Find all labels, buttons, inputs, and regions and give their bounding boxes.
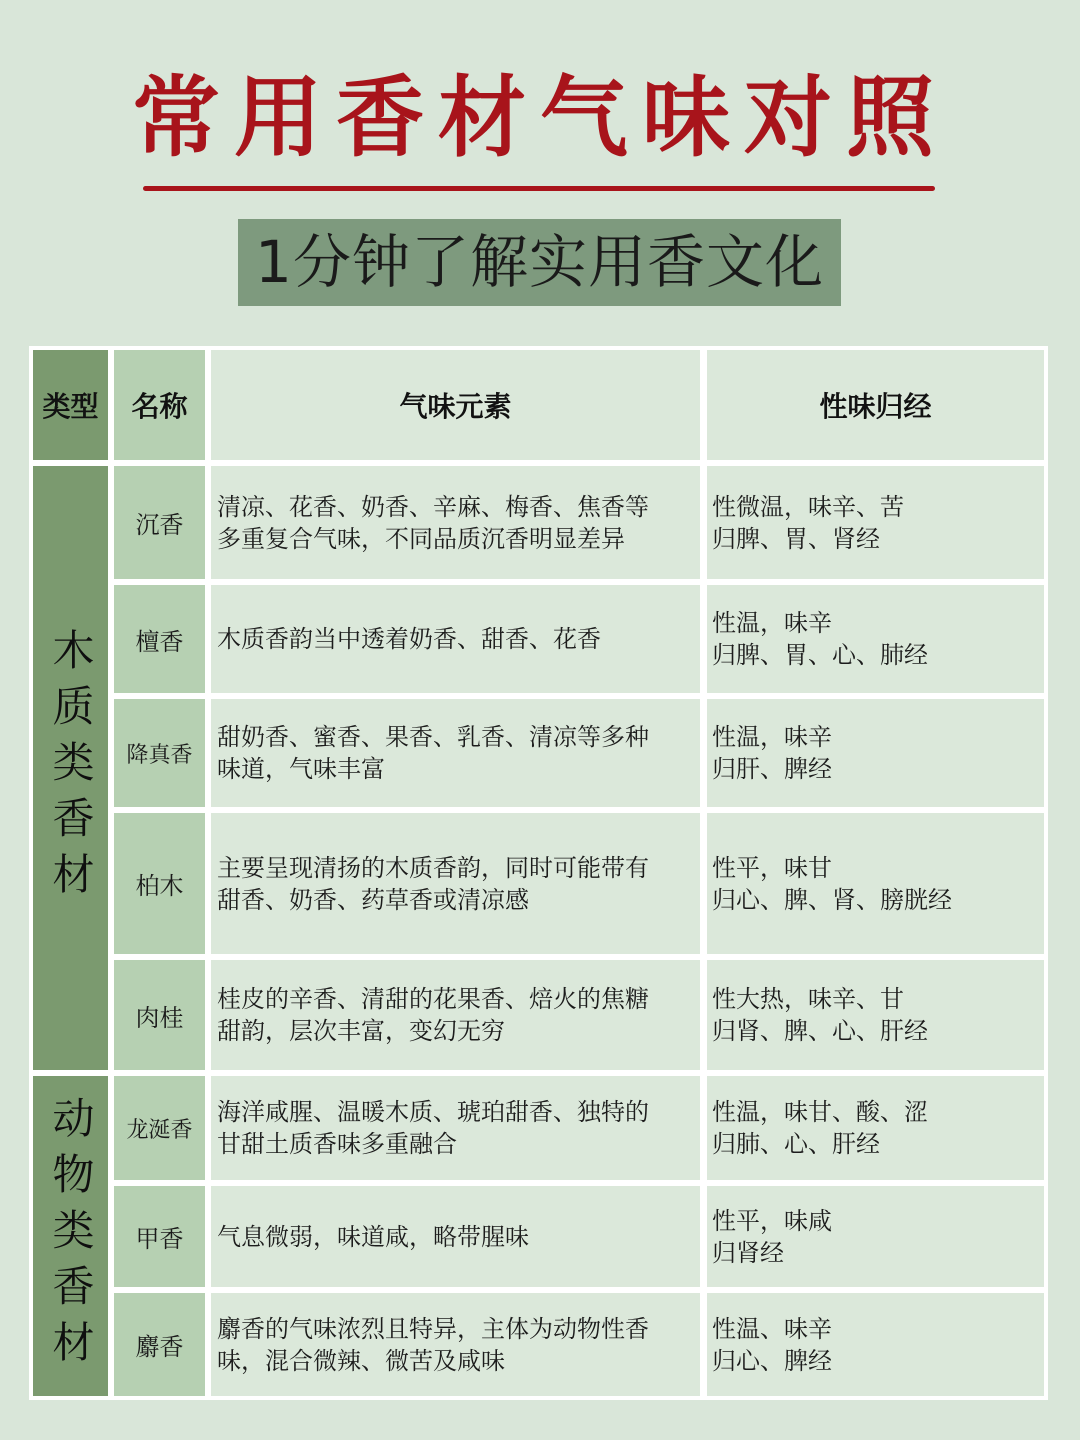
row-scent-cell bbox=[211, 466, 700, 579]
category-label: 动物类香材 bbox=[46, 1096, 96, 1376]
header-scent: 气味元素 bbox=[211, 350, 700, 460]
nature-line: 归脾、胃、心、肺经 bbox=[712, 641, 928, 669]
row-name: 麝香 bbox=[135, 1333, 184, 1361]
row-scent-cell bbox=[211, 1076, 700, 1180]
row-scent-cell bbox=[211, 960, 700, 1070]
nature-line: 归肾、脾、心、肝经 bbox=[712, 1017, 928, 1045]
row-name-cell bbox=[114, 466, 205, 579]
row-scent-cell bbox=[211, 699, 700, 807]
scent-line: 海洋咸腥、温暖木质、琥珀甜香、独特的 bbox=[217, 1098, 649, 1126]
nature-line: 归肝、脾经 bbox=[712, 755, 832, 783]
scent-line: 甜韵，层次丰富，变幻无穷 bbox=[217, 1017, 505, 1045]
category-wood bbox=[33, 466, 108, 1070]
header-name: 名称 bbox=[114, 350, 205, 460]
scent-line: 味，混合微辣、微苦及咸味 bbox=[217, 1346, 505, 1375]
scent-line: 主要呈现清扬的木质香韵，同时可能带有 bbox=[217, 853, 649, 882]
scent-line: 气息微弱，味道咸，略带腥味 bbox=[217, 1222, 529, 1251]
row-name-cell bbox=[114, 1076, 205, 1180]
scent-line: 多重复合气味，不同品质沉香明显差异 bbox=[217, 524, 625, 553]
row-nature-cell bbox=[707, 960, 1044, 1070]
row-nature-cell bbox=[707, 1293, 1044, 1396]
scent-line: 麝香的气味浓烈且特异，主体为动物性香 bbox=[217, 1314, 649, 1343]
row-name: 降真香 bbox=[126, 742, 193, 768]
row-name: 肉桂 bbox=[135, 1003, 184, 1032]
row-scent-cell bbox=[211, 1186, 700, 1287]
row-scent-cell bbox=[211, 585, 700, 693]
nature-line: 归心、脾、肾、膀胱经 bbox=[712, 885, 952, 914]
nature-line: 性大热，味辛、甘 bbox=[712, 985, 904, 1013]
nature-line: 性温，味辛 bbox=[712, 723, 832, 751]
scent-line: 甜奶香、蜜香、果香、乳香、清凉等多种 bbox=[217, 723, 649, 751]
row-name: 柏木 bbox=[135, 872, 184, 900]
row-name-cell bbox=[114, 813, 205, 954]
nature-line: 归脾、胃、肾经 bbox=[712, 524, 880, 553]
row-nature-cell bbox=[707, 466, 1044, 579]
scent-line: 甘甜土质香味多重融合 bbox=[217, 1130, 457, 1158]
row-nature-cell bbox=[707, 813, 1044, 954]
nature-line: 归肾经 bbox=[712, 1238, 784, 1267]
row-name: 檀香 bbox=[135, 627, 184, 656]
row-name-cell bbox=[114, 699, 205, 807]
nature-line: 性平，味甘 bbox=[712, 853, 832, 882]
row-name: 沉香 bbox=[135, 511, 184, 539]
row-nature-cell bbox=[707, 699, 1044, 807]
row-name-cell bbox=[114, 960, 205, 1070]
scent-line: 甜香、奶香、药草香或清凉感 bbox=[217, 885, 529, 914]
nature-line: 性温，味甘、酸、涩 bbox=[712, 1098, 928, 1126]
scent-line: 清凉、花香、奶香、辛麻、梅香、焦香等 bbox=[217, 492, 649, 521]
nature-line: 性温，味辛 bbox=[712, 609, 832, 637]
subtitle-banner: 1分钟了解实用香文化 bbox=[238, 219, 841, 306]
row-name-cell bbox=[114, 1186, 205, 1287]
row-scent-cell bbox=[211, 1293, 700, 1396]
title-underline bbox=[143, 186, 935, 191]
row-name: 甲香 bbox=[135, 1225, 184, 1253]
row-nature-cell bbox=[707, 1186, 1044, 1287]
row-scent-cell bbox=[211, 813, 700, 954]
scent-line: 味道，气味丰富 bbox=[217, 755, 385, 783]
scent-line: 桂皮的辛香、清甜的花果香、焙火的焦糖 bbox=[217, 985, 649, 1013]
scent-table bbox=[29, 346, 1048, 1400]
nature-line: 归心、脾经 bbox=[712, 1346, 832, 1375]
category-animal bbox=[33, 1076, 108, 1396]
page-title: 常用香材气味对照 bbox=[131, 65, 948, 169]
row-nature-cell bbox=[707, 585, 1044, 693]
nature-line: 性平，味咸 bbox=[712, 1206, 832, 1235]
row-nature-cell bbox=[707, 1076, 1044, 1180]
nature-line: 性温、味辛 bbox=[712, 1314, 832, 1343]
row-name-cell bbox=[114, 1293, 205, 1396]
header-type: 类型 bbox=[33, 350, 108, 460]
row-name: 龙涎香 bbox=[126, 1117, 193, 1143]
row-name-cell bbox=[114, 585, 205, 693]
header-nature: 性味归经 bbox=[707, 350, 1044, 460]
nature-line: 性微温，味辛、苦 bbox=[712, 492, 904, 521]
category-label: 木质类香材 bbox=[46, 628, 96, 908]
scent-line: 木质香韵当中透着奶香、甜香、花香 bbox=[217, 625, 601, 653]
nature-line: 归肺、心、肝经 bbox=[712, 1130, 880, 1158]
